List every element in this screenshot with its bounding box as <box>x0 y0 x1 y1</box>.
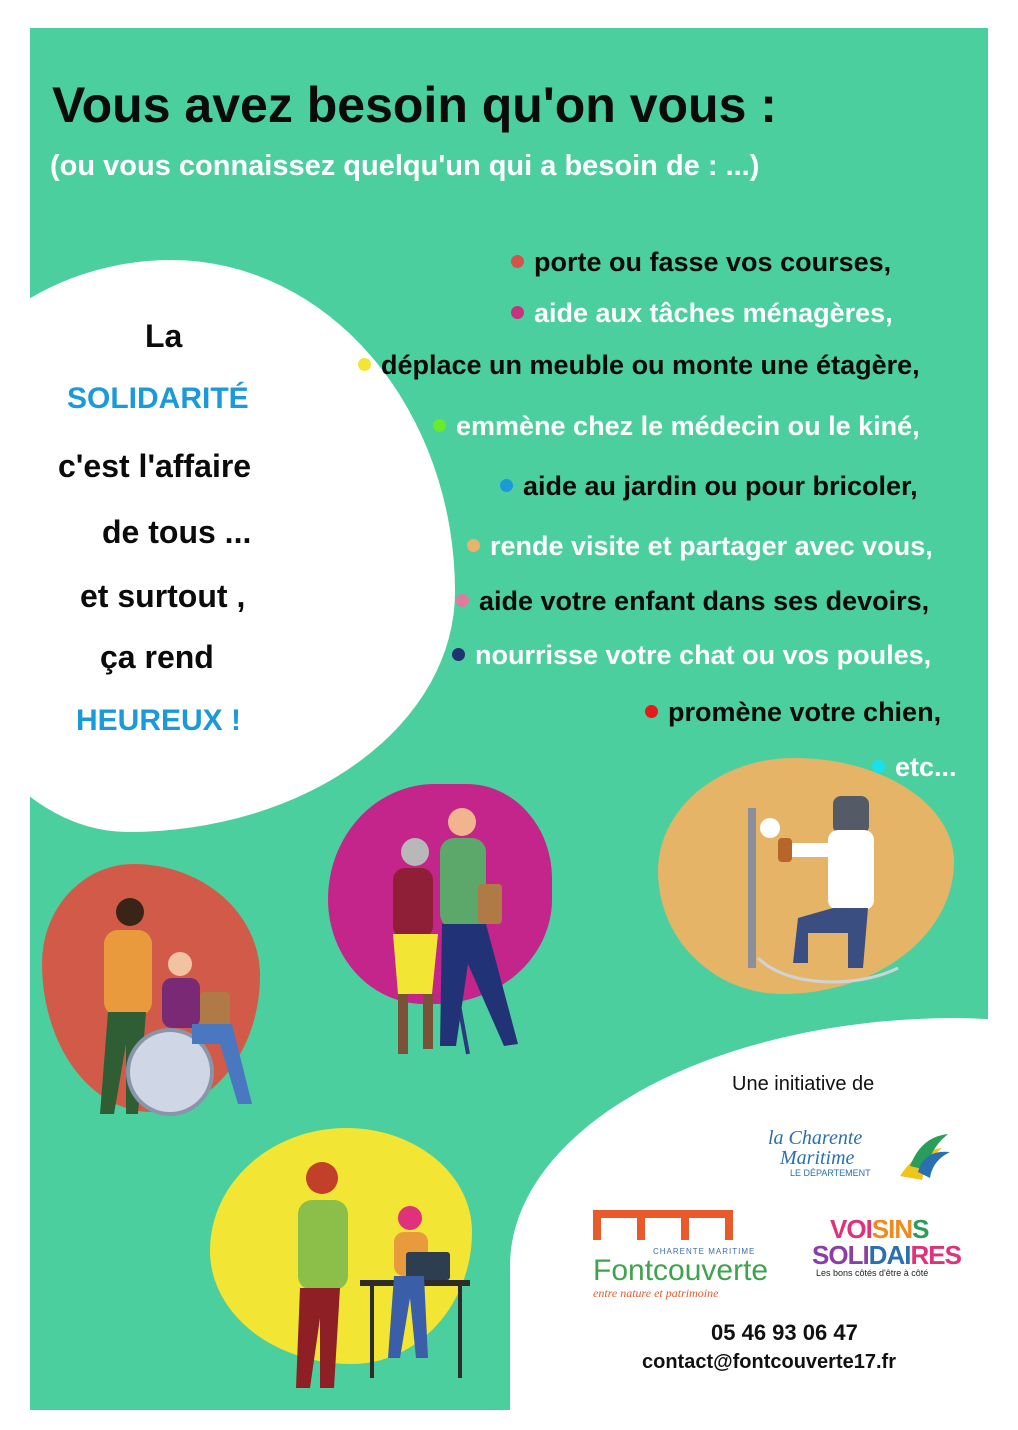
bullet-dot <box>511 255 524 268</box>
bullet-dot <box>452 648 465 661</box>
need-item: emmène chez le médecin ou le kiné, <box>433 411 920 442</box>
voisins-solidaires-logo: VOISINS SOLIDAIRES Les bons côtés d'être à côté <box>812 1214 961 1278</box>
need-item: déplace un meuble ou monte une étagère, <box>358 350 920 381</box>
bullet-dot <box>358 358 371 371</box>
page-title: Vous avez besoin qu'on vous : <box>52 77 777 133</box>
contact-phone: 05 46 93 06 47 <box>711 1320 858 1345</box>
bullet-dot <box>433 419 446 432</box>
bullet-dot <box>456 594 469 607</box>
need-item: aide votre enfant dans ses devoirs, <box>456 586 929 617</box>
contact-email[interactable]: contact@fontcouverte17.fr <box>642 1351 896 1373</box>
charente-maritime-logo: la Charente Maritime LE DÉPARTEMENT <box>768 1128 948 1192</box>
bullet-dot <box>645 705 658 718</box>
walking-elderly-illustration <box>328 784 558 1084</box>
slogan-line-6: ça rend <box>100 639 214 675</box>
slogan-line-7: HEUREUX ! <box>76 704 242 737</box>
initiative-label: Une initiative de <box>732 1073 875 1095</box>
bullet-dot <box>511 306 524 319</box>
page-subtitle: (ou vous connaissez quelqu'un qui a besoin de : ...) <box>50 150 760 182</box>
bullet-dot <box>500 479 513 492</box>
poster <box>30 28 988 1410</box>
aqueduct-icon <box>593 1206 733 1242</box>
homework-help-illustration <box>210 1128 480 1398</box>
need-item: nourrisse votre chat ou vos poules, <box>452 640 931 671</box>
bird-icon <box>892 1128 952 1184</box>
need-item: aide aux tâches ménagères, <box>511 298 893 329</box>
bullet-dot <box>467 539 480 552</box>
need-item: porte ou fasse vos courses, <box>511 247 891 278</box>
need-item: aide au jardin ou pour bricoler, <box>500 471 918 502</box>
wheelchair-helper-illustration <box>42 864 282 1124</box>
fontcouverte-logo: CHARENTE MARITIME Fontcouverte entre nature et patrimoine <box>593 1206 783 1306</box>
welder-illustration <box>658 758 954 994</box>
slogan-line-4: de tous ... <box>102 514 252 550</box>
slogan-line-2: SOLIDARITÉ <box>67 382 249 415</box>
slogan-line-3: c'est l'affaire <box>58 448 252 484</box>
need-item: promène votre chien, <box>645 697 941 728</box>
slogan-line-1: La <box>145 318 183 354</box>
need-item: rende visite et partager avec vous, <box>467 531 933 562</box>
need-item: etc... <box>872 752 957 783</box>
slogan-line-5: et surtout , <box>80 578 246 614</box>
